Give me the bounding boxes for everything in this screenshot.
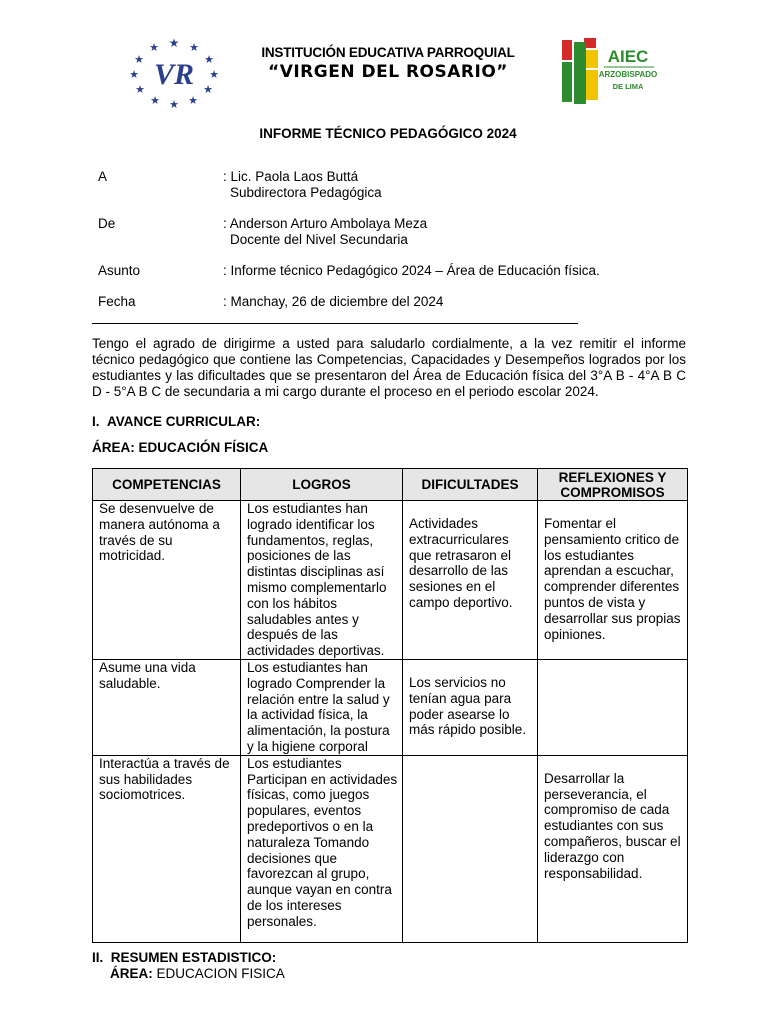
memo-from-line2: Docente del Nivel Secundaria <box>230 232 408 247</box>
col-header-dificultades: DIFICULTADES <box>403 469 538 501</box>
cell-dificultades: Los servicios no tenían agua para poder asearse lo más rápido posible. <box>403 659 538 755</box>
section1-title: AVANCE CURRICULAR: <box>107 414 261 429</box>
school-logo <box>122 32 226 110</box>
section2-area <box>110 966 285 981</box>
memo-subject-value: : Informe técnico Pedagógico 2024 – Área de Educación física. <box>223 263 600 278</box>
col-header-logros: LOGROS <box>241 469 403 501</box>
table-row <box>93 501 688 660</box>
aiec-sub2: DE LIMA <box>612 82 644 91</box>
cell-dificultades: Actividades extracurriculares que retrasaron el desarrollo de las sesiones en el campo deportivo. <box>403 501 538 660</box>
svg-text:★: ★ <box>169 98 179 110</box>
institution-name: INSTITUCIÓN EDUCATIVA PARROQUIAL <box>261 45 515 60</box>
cell-reflexiones: Desarrollar la perseverancia, el compromiso de cada estudiantes con sus compañeros, buscar el liderazgo con responsabilidad. <box>538 755 688 942</box>
section2-heading <box>92 950 276 965</box>
cell-competencia: Interactúa a través de sus habilidades sociomotrices. <box>93 755 241 942</box>
memo-to-line1: : Lic. Paola Laos Buttá <box>223 169 359 184</box>
section1-number: I. <box>92 414 100 429</box>
svg-text:★: ★ <box>189 41 199 54</box>
svg-text:★: ★ <box>135 83 145 96</box>
svg-text:★: ★ <box>150 94 160 107</box>
cell-logros: Los estudiantes Participan en actividades físicas, como juegos populares, eventos predeportivos o en la naturaleza Tomando decisiones que favorezcan al grupo, aunque vayan en contra de los intereses personales. <box>241 755 403 942</box>
divider <box>92 323 578 324</box>
cell-reflexiones <box>538 659 688 755</box>
aiec-title: AIEC <box>607 47 649 66</box>
section2-area-label: ÁREA: <box>110 966 153 981</box>
intro-paragraph: Tengo el agrado de dirigirme a usted para saludarlo cordialmente, a la vez remitir el informe técnico pedagógico que contiene las Competencias, Capacidades y Desempeños logrados por los estudiantes y las dificultades que se presentaron del Área de Educación física del 3°A B - 4°A B C D - 5°A B C de secundaria a mi cargo durante el proceso en el periodo escolar 2024. <box>92 336 686 399</box>
memo-from-value <box>223 216 427 248</box>
cell-dificultades <box>403 755 538 942</box>
svg-text:★: ★ <box>134 53 144 66</box>
svg-text:★: ★ <box>188 94 198 107</box>
memo-date-value: : Manchay, 26 de diciembre del 2024 <box>223 294 444 309</box>
section2-area-value: EDUCACION FISICA <box>156 966 285 981</box>
institution-subname: “VIRGEN DEL ROSARIO” <box>268 62 508 82</box>
section1-heading <box>92 414 260 429</box>
memo-from-label: De <box>98 216 116 231</box>
svg-text:★: ★ <box>204 53 214 66</box>
memo-subject-label: Asunto <box>98 263 141 278</box>
competencies-table <box>92 468 688 943</box>
memo-date-label: Fecha <box>98 294 136 309</box>
monogram-text: VR <box>153 58 195 91</box>
section2-number: II. <box>92 950 104 965</box>
memo-from-line1: : Anderson Arturo Ambolaya Meza <box>223 216 428 231</box>
memo-to-label: A <box>98 169 108 184</box>
area-heading: ÁREA: EDUCACIÓN FÍSICA <box>92 440 269 455</box>
cell-competencia: Se desenvuelve de manera autónoma a través de su motricidad. <box>93 501 241 660</box>
cell-logros: Los estudiantes han logrado identificar los fundamentos, reglas, posiciones de las distintas disciplinas así mismo complementarlo con los hábitos saludables antes y después de las actividades deportivas. <box>241 501 403 660</box>
svg-text:★: ★ <box>149 41 159 54</box>
table-row <box>93 755 688 942</box>
cell-competencia: Asume una vida saludable. <box>93 659 241 755</box>
svg-text:★: ★ <box>168 36 180 50</box>
table-row <box>93 659 688 755</box>
svg-text:★: ★ <box>129 68 139 81</box>
cell-logros: Los estudiantes han logrado Comprender la relación entre la salud y la actividad física, la alimentación, la postura y la higiene corporal <box>241 659 403 755</box>
cell-reflexiones: Fomentar el pensamiento critico de los estudiantes aprendan a escuchar, comprender diferentes puntos de vista y desarrollar sus propias opiniones. <box>538 501 688 660</box>
svg-text:★: ★ <box>209 68 219 81</box>
memo-to-value <box>223 169 382 201</box>
table-header-row <box>93 469 688 501</box>
section2-title: RESUMEN ESTADISTICO: <box>110 950 277 965</box>
report-title: INFORME TÉCNICO PEDAGÓGICO 2024 <box>259 126 517 141</box>
aiec-sub1: ARZOBISPADO <box>598 70 658 79</box>
svg-text:★: ★ <box>203 83 213 96</box>
col-header-competencias: COMPETENCIAS <box>93 469 241 501</box>
archdiocese-logo <box>558 34 658 106</box>
col-header-reflexiones: REFLEXIONES Y COMPROMISOS <box>538 469 688 501</box>
memo-to-line2: Subdirectora Pedagógica <box>230 185 382 200</box>
